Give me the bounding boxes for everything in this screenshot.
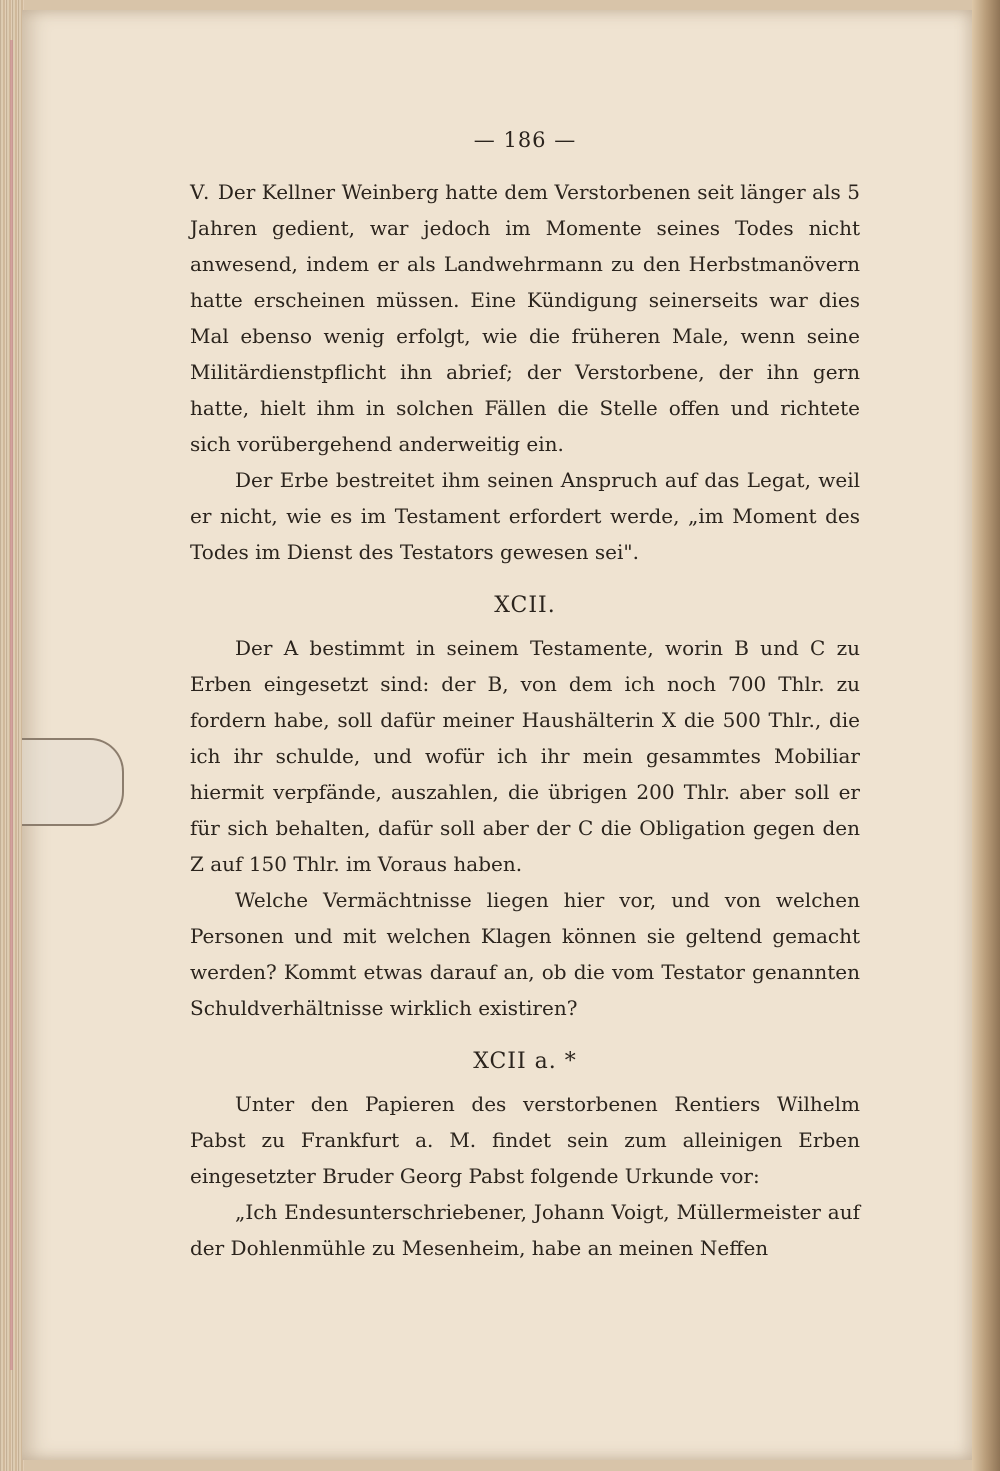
section-xcii-paragraph-1: Der A bestimmt in seinem Testamente, worin B und C zu Erben eingesetzt sind: der B, von dem ich noch 700 Thlr. zu fordern habe, soll dafür meiner Haushälterin X die 500 Thlr., die ich ihr schulde, und wofür ich ihr mein gesammtes Mobiliar hiermit verpfände, auszahlen, die übrigen 200 Thlr. aber soll er für sich behalten, dafür soll aber der C die Obligation gegen den Z auf 150 Thlr. im Voraus haben. [190, 636, 860, 876]
section-xcii-a-paragraph-1: Unter den Papieren des verstorbenen Rentiers Wilhelm Pabst zu Frankfurt a. M. findet sein zum alleinigen Erben eingesetzter Bruder Georg Pabst folgende Urkunde vor: [190, 1092, 860, 1188]
book-edge-red-stripe [10, 40, 13, 1370]
paragraph-text: Der Kellner Weinberg hatte dem Verstorbenen seit länger als 5 Jahren gedient, war jedoch im Momente seines Todes nicht anwesend, indem er als Landwehrmann zu den Herbstmanövern hatte erscheinen müssen. Eine Kündigung seinerseits war dies Mal ebenso wenig erfolgt, wie die früheren Male, wenn seine Militärdienstpflicht ihn abrief; der Verstorbene, der ihn gern hatte, hielt ihm in solchen Fällen die Stelle offen und richtete sich vorübergehend anderweitig ein. [190, 180, 861, 456]
section-xcii-a-paragraph-2: „Ich Endesunterschriebener, Johann Voigt, Müllermeister auf der Dohlenmühle zu Mesenheim, habe an meinen Neffen [190, 1200, 860, 1260]
section-heading-xcii-a: XCII a. * [473, 1049, 577, 1074]
section-heading-xcii: XCII. [494, 593, 556, 618]
section-xcii-paragraph-2: Welche Vermächtnisse liegen hier vor, und von welchen Personen und mit welchen Klagen können sie geltend gemacht werden? Kommt etwas darauf an, ob die vom Testator genannten Schuldverhältnisse wirklich existiren? [190, 888, 860, 1020]
page-content [190, 128, 860, 1266]
section-v-paragraph-2: Der Erbe bestreitet ihm seinen Anspruch auf das Legat, weil er nicht, wie es im Testament erfordert werde, „im Moment des Todes im Dienst des Testators gewesen sei". [190, 468, 860, 564]
page-tab-marker [22, 738, 124, 826]
book-page-edges-right [972, 0, 1000, 1471]
page-number: — 186 — [473, 128, 577, 152]
section-v-paragraph-1 [190, 174, 860, 462]
section-label: V. [190, 180, 212, 204]
